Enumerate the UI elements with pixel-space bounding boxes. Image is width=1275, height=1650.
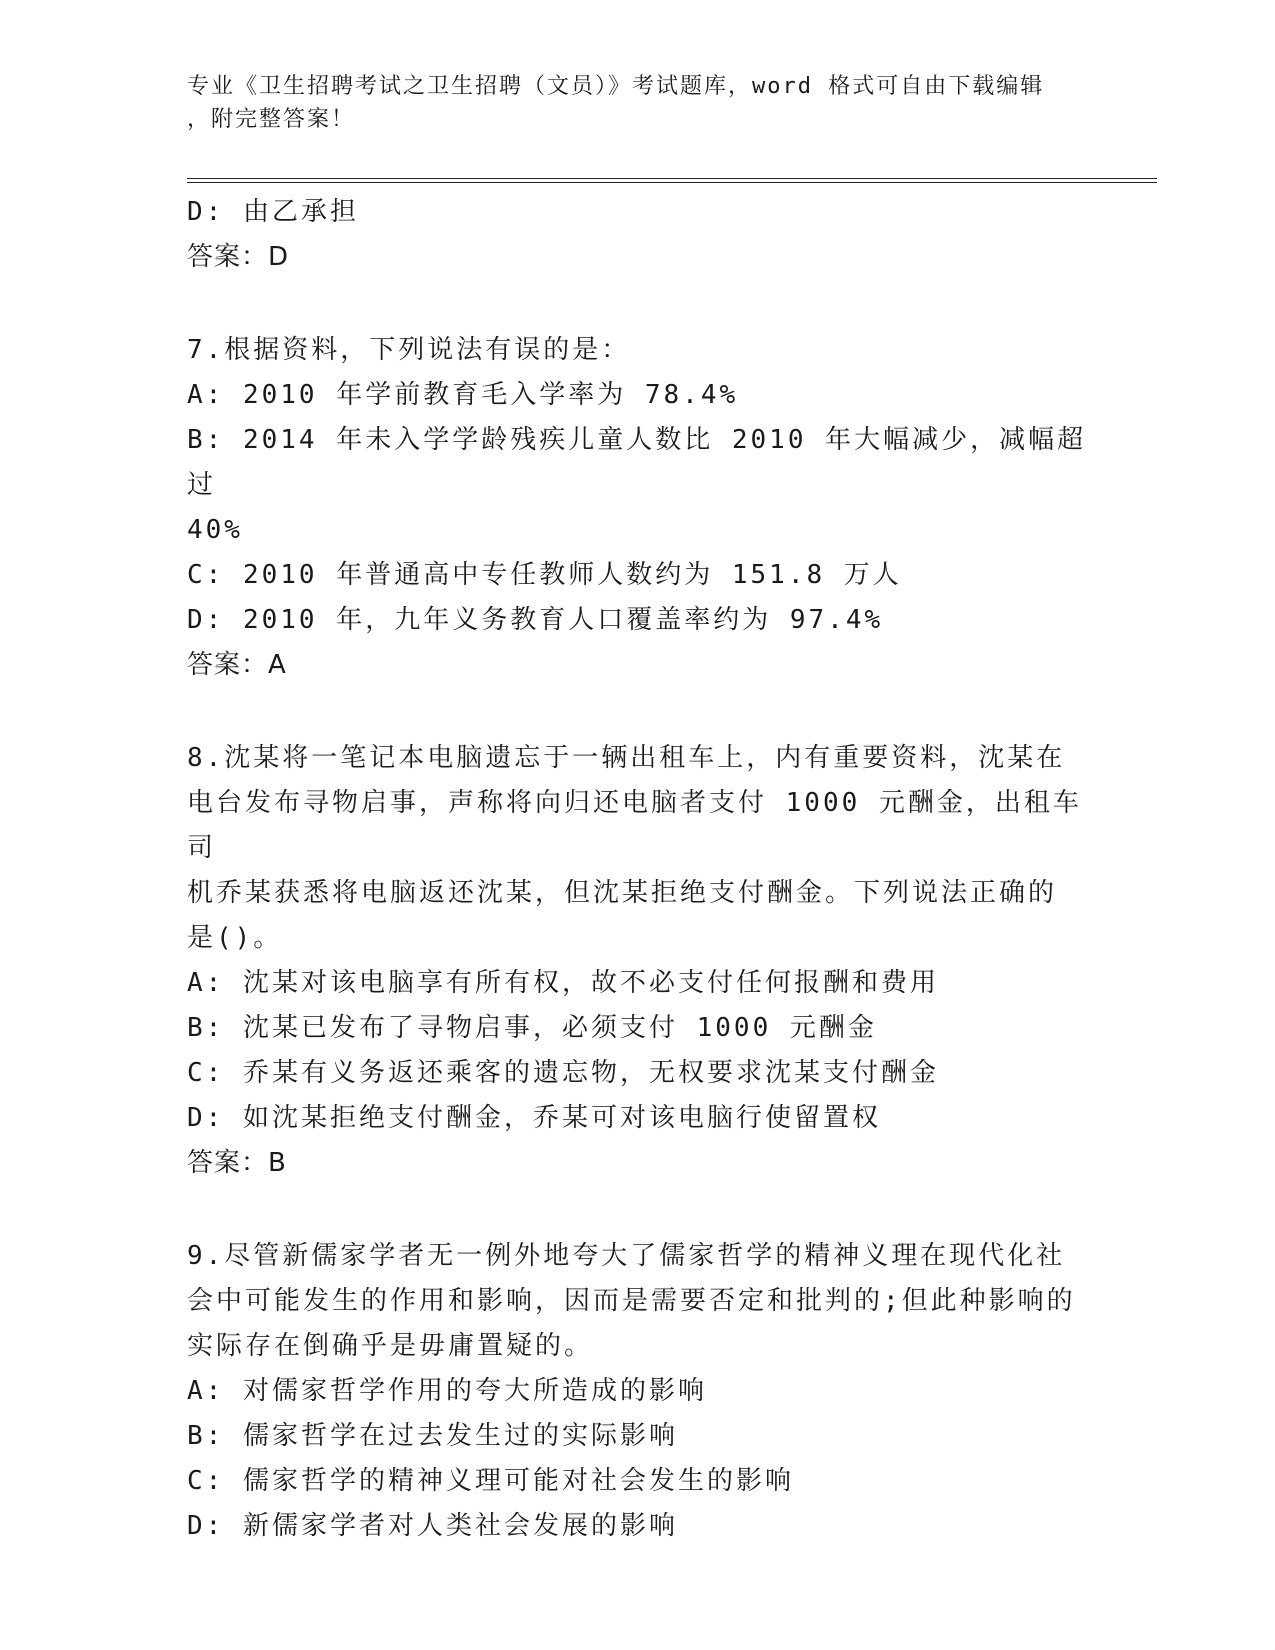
question-stem-line-3: 机乔某获悉将电脑返还沈某，但沈某拒绝支付酬金。下列说法正确的: [187, 878, 1058, 908]
page-header: [187, 70, 1087, 136]
option-c: C: 乔某有义务返还乘客的遗忘物，无权要求沈某支付酬金: [187, 1058, 939, 1088]
option-b: B: 儒家哲学在过去发生过的实际影响: [187, 1421, 678, 1451]
question-8: [187, 736, 1087, 1186]
spacer: [187, 1186, 1087, 1234]
answer: 答案：B: [187, 1148, 287, 1178]
option-a: A: 2010 年学前教育毛入学率为 78.4%: [187, 380, 739, 410]
answer: 答案：D: [187, 242, 290, 272]
previous-question-tail: [187, 190, 1087, 280]
question-7: [187, 328, 1087, 688]
option-b-line-2: 40%: [187, 515, 243, 545]
option-a: A: 对儒家哲学作用的夸大所造成的影响: [187, 1376, 707, 1406]
option-d: D: 由乙承担: [187, 197, 359, 227]
question-stem-line-1: 8.沈某将一笔记本电脑遗忘于一辆出租车上，内有重要资料，沈某在: [187, 743, 1066, 773]
question-stem-line-4: 是()。: [187, 923, 283, 953]
option-d: D: 2010 年，九年义务教育人口覆盖率约为 97.4%: [187, 605, 884, 635]
question-stem-line-2: 会中可能发生的作用和影响，因而是需要否定和批判的;但此种影响的: [187, 1286, 1076, 1316]
question-9: [187, 1234, 1087, 1549]
option-a: A: 沈某对该电脑享有所有权，故不必支付任何报酬和费用: [187, 968, 939, 998]
header-title-line-2: ，附完整答案！: [187, 107, 356, 132]
header-title-line-1: 专业《卫生招聘考试之卫生招聘（文员）》考试题库，word 格式可自由下载编辑: [187, 74, 1045, 99]
document-body: [187, 190, 1087, 1549]
spacer: [187, 688, 1087, 736]
answer: 答案：A: [187, 650, 287, 680]
question-stem-line-1: 9.尽管新儒家学者无一例外地夸大了儒家哲学的精神义理在现代化社: [187, 1241, 1066, 1271]
question-stem: 7.根据资料，下列说法有误的是：: [187, 335, 631, 365]
option-c: C: 2010 年普通高中专任教师人数约为 151.8 万人: [187, 560, 902, 590]
header-divider: [187, 178, 1157, 183]
option-d: D: 如沈某拒绝支付酬金，乔某可对该电脑行使留置权: [187, 1103, 881, 1133]
option-c: C: 儒家哲学的精神义理可能对社会发生的影响: [187, 1466, 794, 1496]
question-stem-line-2: 电台发布寻物启事，声称将向归还电脑者支付 1000 元酬金，出租车司: [187, 788, 1082, 863]
option-b: B: 沈某已发布了寻物启事，必须支付 1000 元酬金: [187, 1013, 877, 1043]
spacer: [187, 280, 1087, 328]
option-d: D: 新儒家学者对人类社会发展的影响: [187, 1511, 678, 1541]
question-stem-line-3: 实际存在倒确乎是毋庸置疑的。: [187, 1331, 594, 1361]
option-b-line-1: B: 2014 年未入学学龄残疾儿童人数比 2010 年大幅减少，减幅超过: [187, 425, 1087, 500]
